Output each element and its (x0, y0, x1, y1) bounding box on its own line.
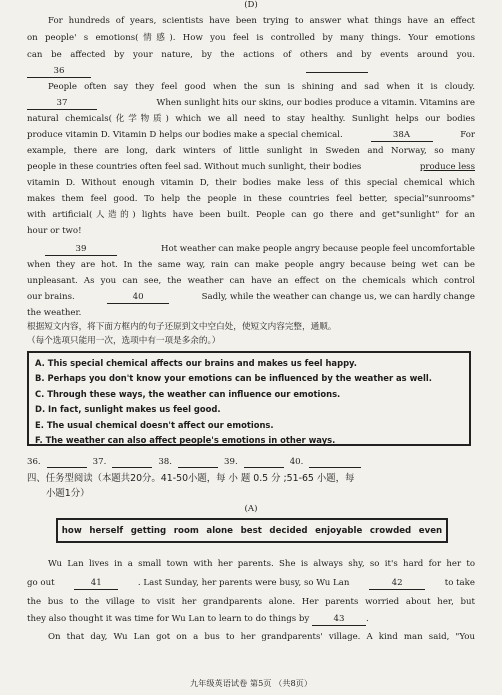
options-box (27, 351, 471, 446)
section4-heading: 四、任务型阅读（本题共20分。41-50小题，每 小 题 0.5 分 ;51-65 小题，每 (27, 473, 355, 484)
p3-line-4b: Sadly, while the weather can change us, we can hardly change (201, 292, 475, 302)
p1-line-3: can be affected by your nature, by the actions of others and by events around you. (27, 50, 475, 60)
option-c: C. Through these ways, the weather can influence our emotions. (35, 388, 341, 399)
pa-line-2 (27, 578, 475, 590)
p2-line-7: vitamin D. Without enough vitamin D, their bodies make less of this special chemical which (27, 178, 475, 188)
option-e: E. The usual chemical doesn't affect our emotions. (35, 419, 274, 430)
blank-37[interactable]: 37 (27, 98, 97, 110)
p3-line-3: unpleasant. As you can see, the weather can have an effect on the chemicals which control (27, 276, 475, 286)
blank-42[interactable]: 42 (369, 578, 425, 590)
p1-line-4 (27, 66, 475, 78)
p2-line-5: example, there are long, dark winters of little sunlight in Sweden and Norway, so many (27, 146, 475, 156)
blank-43[interactable]: 43 (312, 614, 366, 626)
p3-line-4 (27, 292, 475, 304)
answer-36-field[interactable] (47, 457, 87, 468)
pa-line-2a: go out (27, 578, 55, 588)
instruction-2: （每个选项只能用一次，选项中有一项是多余的。） (27, 336, 221, 346)
answer-39-label: 39. (224, 457, 238, 467)
blank-41[interactable]: 41 (74, 578, 118, 590)
p3-line-4a: our brains. (27, 292, 75, 302)
p2-line-2 (27, 98, 475, 110)
word-best: best (240, 525, 262, 536)
p3-line-1 (27, 244, 475, 256)
word-getting: getting (130, 525, 167, 536)
pa-line-4a: they also thought it was time for Wu Lan to learn to do things by (27, 614, 310, 624)
option-b: B. Perhaps you don't know your emotions can be influenced by the weather as well. (35, 373, 432, 384)
p1-line-2: on people' s emotions(情感). How you feel is controlled by many things. Your emotions (27, 33, 475, 43)
answer-37-label: 37. (92, 457, 107, 467)
p2-line-8: makes them feel good. To help the people in these countries feel better, special"sunrooms" (27, 194, 475, 204)
p2-line-4b: For (460, 130, 475, 140)
blank-39[interactable]: 39 (45, 244, 117, 256)
p2-line-4 (27, 130, 475, 142)
instruction-1: 根据短文内容，将下面方框内的句子还原到文中空白处，使短文内容完整，通顺。 (27, 322, 337, 332)
answer-39-field[interactable] (244, 457, 284, 468)
option-d: D. In fact, sunlight makes us feel good. (35, 404, 221, 415)
pa-line-5: On that day, Wu Lan got on a bus to her grandparents' village. A kind man said, "You (48, 632, 475, 642)
section-label: (D) (244, 0, 258, 10)
word-even: even (418, 525, 443, 536)
answer-40-field[interactable] (309, 457, 361, 468)
word-crowded: crowded (369, 525, 412, 536)
pa-line-4 (27, 614, 475, 626)
blank-40[interactable]: 40 (107, 292, 169, 304)
pa-line-1: Wu Lan lives in a small town with her parents. She is always shy, so it's hard for her to (48, 559, 475, 569)
p2-line-6 (27, 162, 475, 173)
p3-line-5: the weather. (27, 308, 82, 318)
answer-40-label: 40. (289, 457, 304, 467)
pa-line-2c: to take (444, 578, 475, 588)
word-bank (56, 518, 448, 543)
word-decided: decided (269, 525, 308, 536)
p2-line-6a: people in these countries often feel sad. Without much sunlight, their bodies (27, 162, 362, 172)
pa-line-3: the bus to the village to visit her grandparents alone. Her parents worried about her, but (27, 597, 475, 607)
word-how: how (61, 525, 82, 536)
pa-line-4b: . (366, 614, 369, 624)
answer-37-field[interactable] (112, 457, 152, 468)
word-herself: herself (89, 525, 124, 536)
p2-line-9: with artificial(人造的) lights have been built. People can go there and get"sunlight" for an (27, 210, 475, 220)
blank-36-tail[interactable] (306, 72, 368, 73)
option-f: F. The weather can also affect people's emotions in other ways. (35, 435, 336, 446)
answer-row (27, 457, 475, 468)
page-footer: 九年级英语试卷 第5页 （共8页） (189, 678, 313, 688)
word-enjoyable: enjoyable (315, 525, 363, 536)
word-room: room (173, 525, 199, 536)
p2-line-3: natural chemicals(化学物质) which we all need to stay healthy. Sunlight helps our bodies (27, 114, 475, 124)
p2-line-10: hour or two! (27, 226, 82, 236)
word-alone: alone (206, 525, 234, 536)
section4-heading-2: 小题1分） (46, 488, 90, 499)
p2-line-2-text: When sunlight hits our skins, our bodies produce a vitamin. Vitamins are (156, 98, 475, 108)
p3-line-2: when they are hot. In the same way, rain can make people angry because being wet can be (27, 260, 475, 270)
answer-36-label: 36. (27, 457, 41, 467)
section4-sublabel: (A) (244, 504, 258, 514)
answer-38-label: 38. (158, 457, 173, 467)
blank-36[interactable]: 36 (27, 66, 91, 78)
p2-line-1: People often say they feel good when the sun is shining and sad when it is cloudy. (48, 82, 475, 92)
p2-line-4a: produce vitamin D. Vitamin D helps our bodies make a special chemical. (27, 130, 343, 140)
pa-line-2b: . Last Sunday, her parents were busy, so Wu Lan (137, 578, 350, 588)
p1-line-1: For hundreds of years, scientists have been trying to answer what things have an effect (48, 16, 475, 26)
p3-line-1-text: Hot weather can make people angry because people feel uncomfortable (160, 244, 475, 254)
answer-38-field[interactable] (178, 457, 218, 468)
blank-38[interactable]: 38A (371, 130, 433, 142)
p2-line-6b: produce less (419, 162, 475, 172)
option-a: A. This special chemical affects our brains and makes us feel happy. (35, 358, 357, 368)
